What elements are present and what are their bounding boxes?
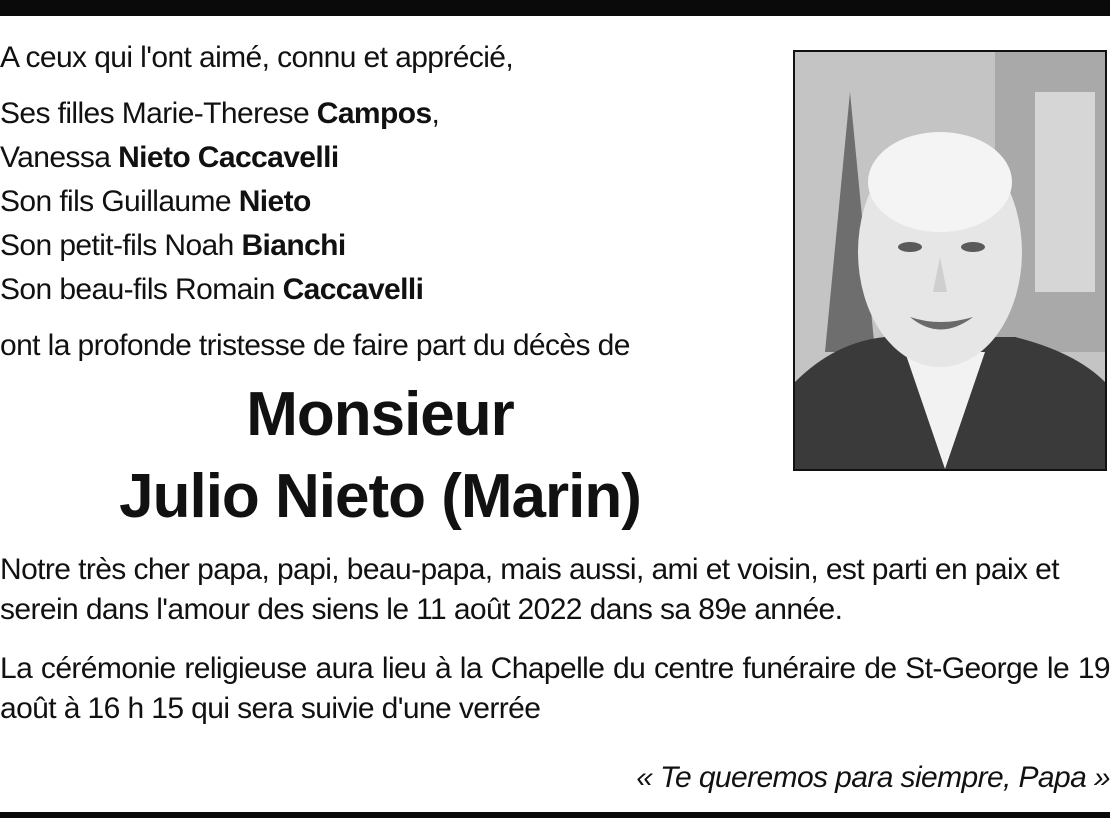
relative-prefix: Son beau-fils Romain [0, 273, 283, 306]
relative-prefix: Son fils Guillaume [0, 185, 239, 218]
relative-surname: Nieto [238, 185, 311, 218]
intro-line: A ceux qui l'ont aimé, connu et apprécié, [0, 41, 514, 74]
relative-line [0, 184, 439, 228]
announcement-line: ont la profonde tristesse de faire part du décès de [0, 329, 630, 362]
relative-surname: Bianchi [241, 229, 346, 262]
relative-surname: Caccavelli [282, 273, 424, 306]
relative-prefix: Ses filles Marie-Therese [0, 97, 317, 130]
ceremony-paragraph: La cérémonie religieuse aura lieu à la Chapelle du centre funéraire de St-George le 19 août à 16 h 15 qui sera suivie d'une verrée [0, 652, 1110, 725]
relative-surname: Nieto Caccavelli [118, 141, 339, 174]
relative-line [0, 140, 439, 184]
relative-line [0, 272, 439, 316]
bottom-rule [0, 812, 1110, 818]
relative-suffix: , [431, 97, 440, 130]
relative-surname: Campos [316, 97, 432, 130]
relative-line [0, 228, 439, 272]
top-rule [0, 0, 1110, 16]
relatives-list [0, 96, 439, 316]
tribute-paragraph: Notre très cher papa, papi, beau-papa, mais aussi, ami et voisin, est parti en paix et serein dans l'amour des siens le 11 août 2022 dans sa 89e année. [0, 553, 1059, 626]
relative-line [0, 96, 439, 140]
deceased-name: Julio Nieto (Marin) [119, 462, 641, 531]
relative-prefix: Son petit-fils Noah [0, 229, 242, 262]
relative-prefix: Vanessa [0, 141, 119, 174]
portrait-illustration [795, 52, 1105, 469]
portrait-photo [793, 50, 1107, 471]
closing-quote: « Te queremos para siempre, Papa » [636, 761, 1110, 794]
deceased-title: Monsieur [246, 380, 514, 449]
